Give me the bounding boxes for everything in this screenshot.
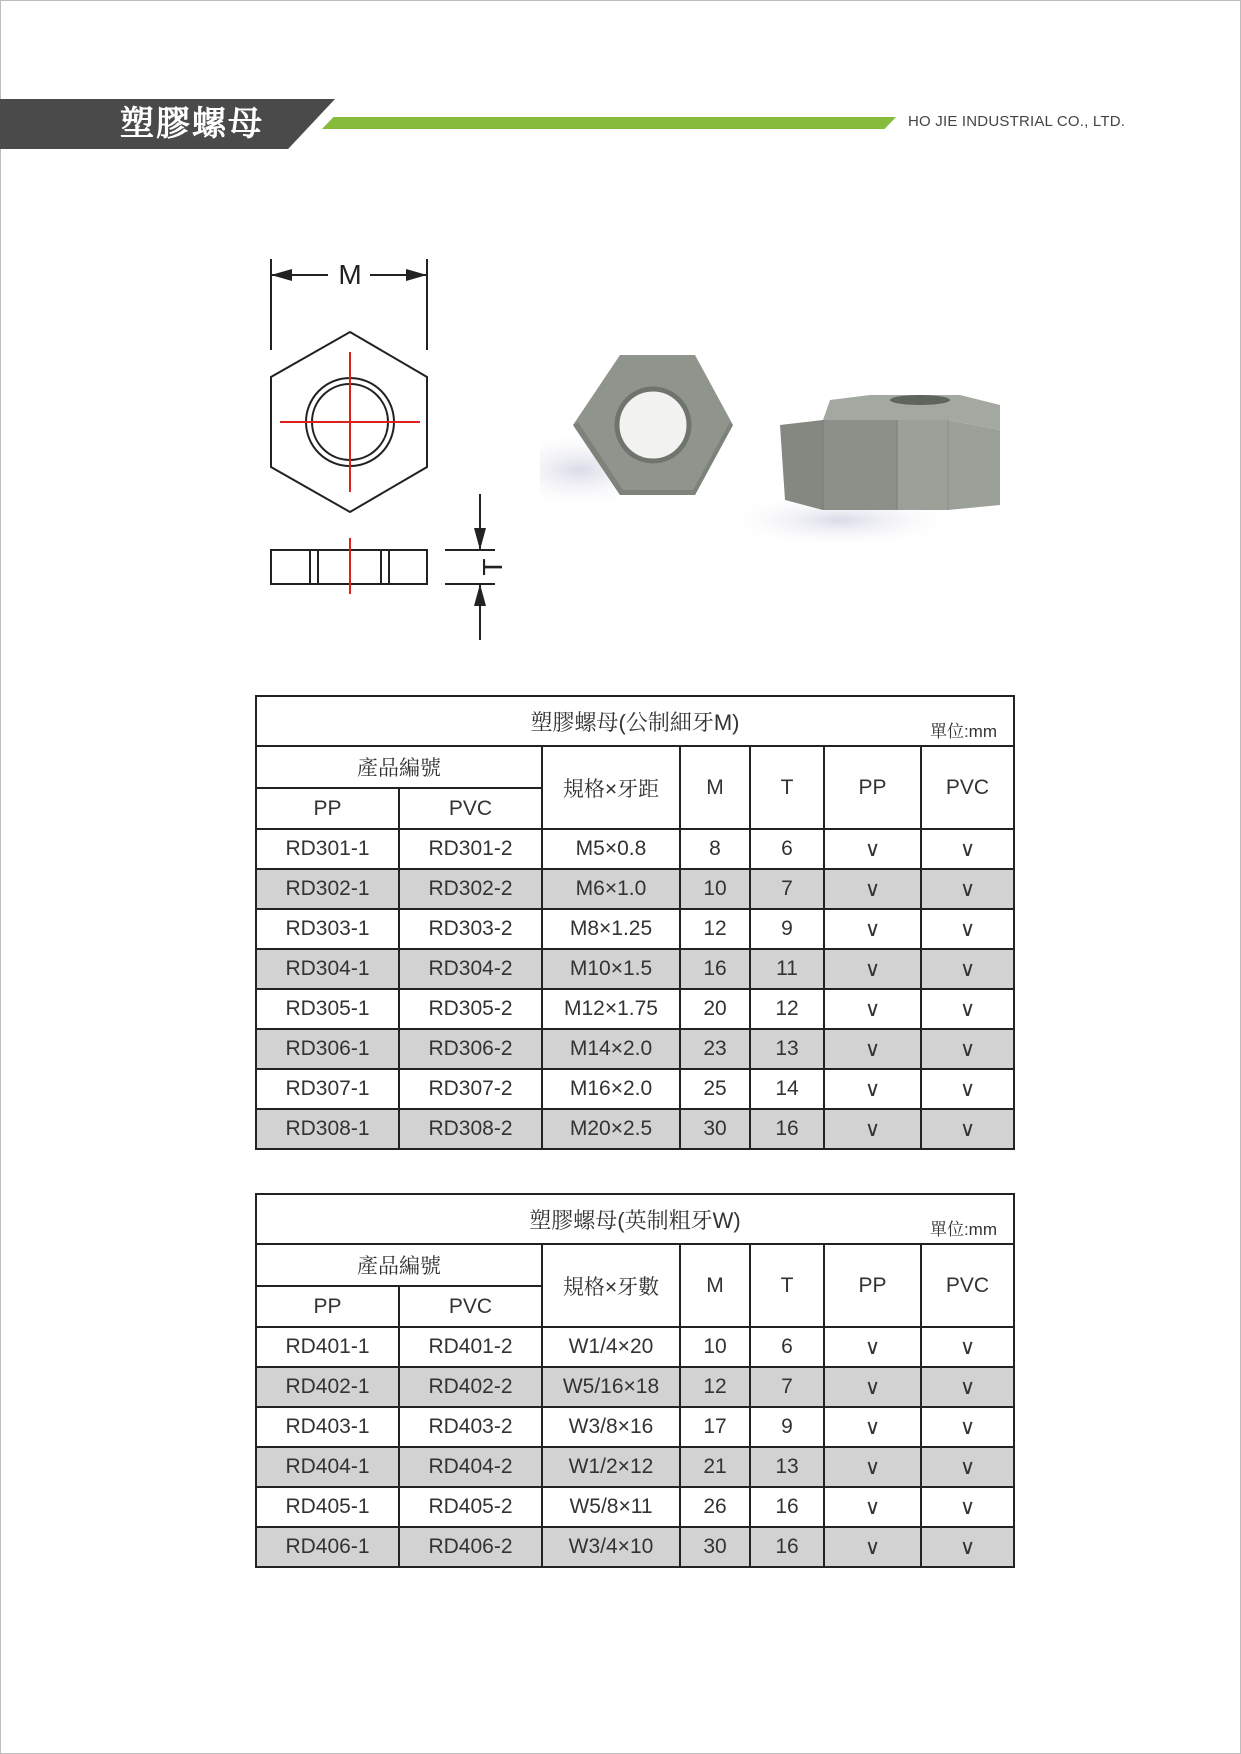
spec: M20×2.5: [542, 1109, 680, 1149]
table-row: [256, 1029, 1014, 1069]
t-value: 9: [750, 1407, 824, 1447]
pp-material-header: PP: [824, 746, 921, 829]
pp-check-mark: ∨: [824, 1327, 921, 1367]
table-row: [256, 1487, 1014, 1527]
t-value: 6: [750, 1327, 824, 1367]
pp-check-mark: ∨: [824, 949, 921, 989]
pp-check-mark: ∨: [824, 1407, 921, 1447]
pvc-code-header: PVC: [399, 1286, 542, 1327]
pp-code: RD406-1: [256, 1527, 399, 1567]
spec: W1/2×12: [542, 1447, 680, 1487]
pp-check-mark: ∨: [824, 1367, 921, 1407]
m-value: 30: [680, 1109, 750, 1149]
pvc-code: RD406-2: [399, 1527, 542, 1567]
imperial-table-title-cell: [256, 1194, 1014, 1244]
pp-code: RD301-1: [256, 829, 399, 869]
pp-check-mark: ∨: [824, 1487, 921, 1527]
pvc-check-mark: ∨: [921, 1527, 1014, 1567]
pp-check-mark: ∨: [824, 1069, 921, 1109]
pp-check-mark: ∨: [824, 1109, 921, 1149]
pp-check-mark: ∨: [824, 1029, 921, 1069]
t-value: 16: [750, 1109, 824, 1149]
pvc-material-header: PVC: [921, 746, 1014, 829]
company-name: HO JIE INDUSTRIAL CO., LTD.: [908, 113, 1126, 130]
pvc-code: RD402-2: [399, 1367, 542, 1407]
pp-code-header: PP: [256, 1286, 399, 1327]
t-value: 7: [750, 869, 824, 909]
spec: M16×2.0: [542, 1069, 680, 1109]
nut-technical-drawing: [262, 254, 512, 644]
pp-code-header: PP: [256, 788, 399, 829]
spec: M5×0.8: [542, 829, 680, 869]
m-value: 21: [680, 1447, 750, 1487]
pvc-code: RD404-2: [399, 1447, 542, 1487]
m-value: 20: [680, 989, 750, 1029]
spec: W5/8×11: [542, 1487, 680, 1527]
pvc-check-mark: ∨: [921, 1327, 1014, 1367]
pvc-material-header: PVC: [921, 1244, 1014, 1327]
t-value: 13: [750, 1029, 824, 1069]
table-row: [256, 1447, 1014, 1487]
pp-check-mark: ∨: [824, 869, 921, 909]
table-row: [256, 1367, 1014, 1407]
m-header: M: [680, 1244, 750, 1327]
pp-code: RD405-1: [256, 1487, 399, 1527]
table-row: [256, 1407, 1014, 1447]
table-row: [256, 989, 1014, 1029]
pvc-code: RD307-2: [399, 1069, 542, 1109]
pp-code: RD305-1: [256, 989, 399, 1029]
page-title: 塑膠螺母: [120, 104, 264, 144]
spec-header: 規格×牙距: [542, 746, 680, 829]
pp-code: RD302-1: [256, 869, 399, 909]
spec: W5/16×18: [542, 1367, 680, 1407]
pvc-check-mark: ∨: [921, 1407, 1014, 1447]
t-value: 14: [750, 1069, 824, 1109]
pp-check-mark: ∨: [824, 1447, 921, 1487]
pvc-code: RD304-2: [399, 949, 542, 989]
m-value: 25: [680, 1069, 750, 1109]
pvc-code: RD405-2: [399, 1487, 542, 1527]
m-value: 10: [680, 869, 750, 909]
t-value: 16: [750, 1487, 824, 1527]
spec: W3/8×16: [542, 1407, 680, 1447]
t-value: 13: [750, 1447, 824, 1487]
pp-code: RD304-1: [256, 949, 399, 989]
pvc-check-mark: ∨: [921, 1069, 1014, 1109]
pvc-check-mark: ∨: [921, 829, 1014, 869]
pvc-check-mark: ∨: [921, 949, 1014, 989]
m-value: 12: [680, 1367, 750, 1407]
spec: M6×1.0: [542, 869, 680, 909]
m-header: M: [680, 746, 750, 829]
m-value: 16: [680, 949, 750, 989]
t-value: 11: [750, 949, 824, 989]
t-header: T: [750, 746, 824, 829]
t-value: 7: [750, 1367, 824, 1407]
pvc-check-mark: ∨: [921, 869, 1014, 909]
spec: W3/4×10: [542, 1527, 680, 1567]
spec-header: 規格×牙數: [542, 1244, 680, 1327]
spec: M10×1.5: [542, 949, 680, 989]
metric-table-title-cell: [256, 696, 1014, 746]
m-value: 26: [680, 1487, 750, 1527]
pvc-code: RD306-2: [399, 1029, 542, 1069]
table-row: [256, 1109, 1014, 1149]
table-row: [256, 1527, 1014, 1567]
table-row: [256, 949, 1014, 989]
pvc-code: RD301-2: [399, 829, 542, 869]
t-value: 9: [750, 909, 824, 949]
metric-table-unit: 單位:mm: [929, 722, 997, 741]
product-no-header: 產品編號: [256, 1244, 542, 1286]
pp-code: RD403-1: [256, 1407, 399, 1447]
m-value: 30: [680, 1527, 750, 1567]
spec: W1/4×20: [542, 1327, 680, 1367]
imperial-table-title: 塑膠螺母(英制粗牙W): [529, 1207, 741, 1233]
t-value: 6: [750, 829, 824, 869]
pvc-code: RD403-2: [399, 1407, 542, 1447]
m-value: 17: [680, 1407, 750, 1447]
table-row: [256, 1327, 1014, 1367]
pvc-code: RD303-2: [399, 909, 542, 949]
table-row: [256, 829, 1014, 869]
product-photo: [540, 330, 1040, 560]
pvc-check-mark: ∨: [921, 909, 1014, 949]
metric-table-title: 塑膠螺母(公制細牙M): [530, 709, 740, 735]
spec: M14×2.0: [542, 1029, 680, 1069]
pp-code: RD307-1: [256, 1069, 399, 1109]
pvc-check-mark: ∨: [921, 1447, 1014, 1487]
t-value: 16: [750, 1527, 824, 1567]
accent-bar: [322, 117, 896, 129]
pp-code: RD404-1: [256, 1447, 399, 1487]
m-value: 8: [680, 829, 750, 869]
pp-code: RD306-1: [256, 1029, 399, 1069]
pp-code: RD401-1: [256, 1327, 399, 1367]
pp-check-mark: ∨: [824, 1527, 921, 1567]
imperial-table-unit: 單位:mm: [929, 1220, 997, 1239]
m-value: 23: [680, 1029, 750, 1069]
spec: M12×1.75: [542, 989, 680, 1029]
pp-code: RD308-1: [256, 1109, 399, 1149]
product-no-header: 產品編號: [256, 746, 542, 788]
pvc-check-mark: ∨: [921, 1367, 1014, 1407]
pvc-check-mark: ∨: [921, 1487, 1014, 1527]
m-value: 10: [680, 1327, 750, 1367]
pvc-check-mark: ∨: [921, 1109, 1014, 1149]
pvc-code: RD305-2: [399, 989, 542, 1029]
t-value: 12: [750, 989, 824, 1029]
metric-nut-table: [255, 695, 1015, 1150]
pvc-code: RD308-2: [399, 1109, 542, 1149]
pvc-check-mark: ∨: [921, 1029, 1014, 1069]
pp-check-mark: ∨: [824, 829, 921, 869]
nut-side-view: [780, 395, 1000, 510]
pp-check-mark: ∨: [824, 989, 921, 1029]
pvc-code: RD302-2: [399, 869, 542, 909]
pp-material-header: PP: [824, 1244, 921, 1327]
table-row: [256, 1069, 1014, 1109]
table-row: [256, 909, 1014, 949]
t-header: T: [750, 1244, 824, 1327]
t-label: T: [477, 558, 508, 576]
pp-code: RD402-1: [256, 1367, 399, 1407]
m-label: M: [338, 259, 362, 290]
table-row: [256, 869, 1014, 909]
imperial-nut-table: [255, 1193, 1015, 1568]
pvc-check-mark: ∨: [921, 989, 1014, 1029]
spec: M8×1.25: [542, 909, 680, 949]
m-value: 12: [680, 909, 750, 949]
pvc-code: RD401-2: [399, 1327, 542, 1367]
pvc-code-header: PVC: [399, 788, 542, 829]
pp-code: RD303-1: [256, 909, 399, 949]
pp-check-mark: ∨: [824, 909, 921, 949]
